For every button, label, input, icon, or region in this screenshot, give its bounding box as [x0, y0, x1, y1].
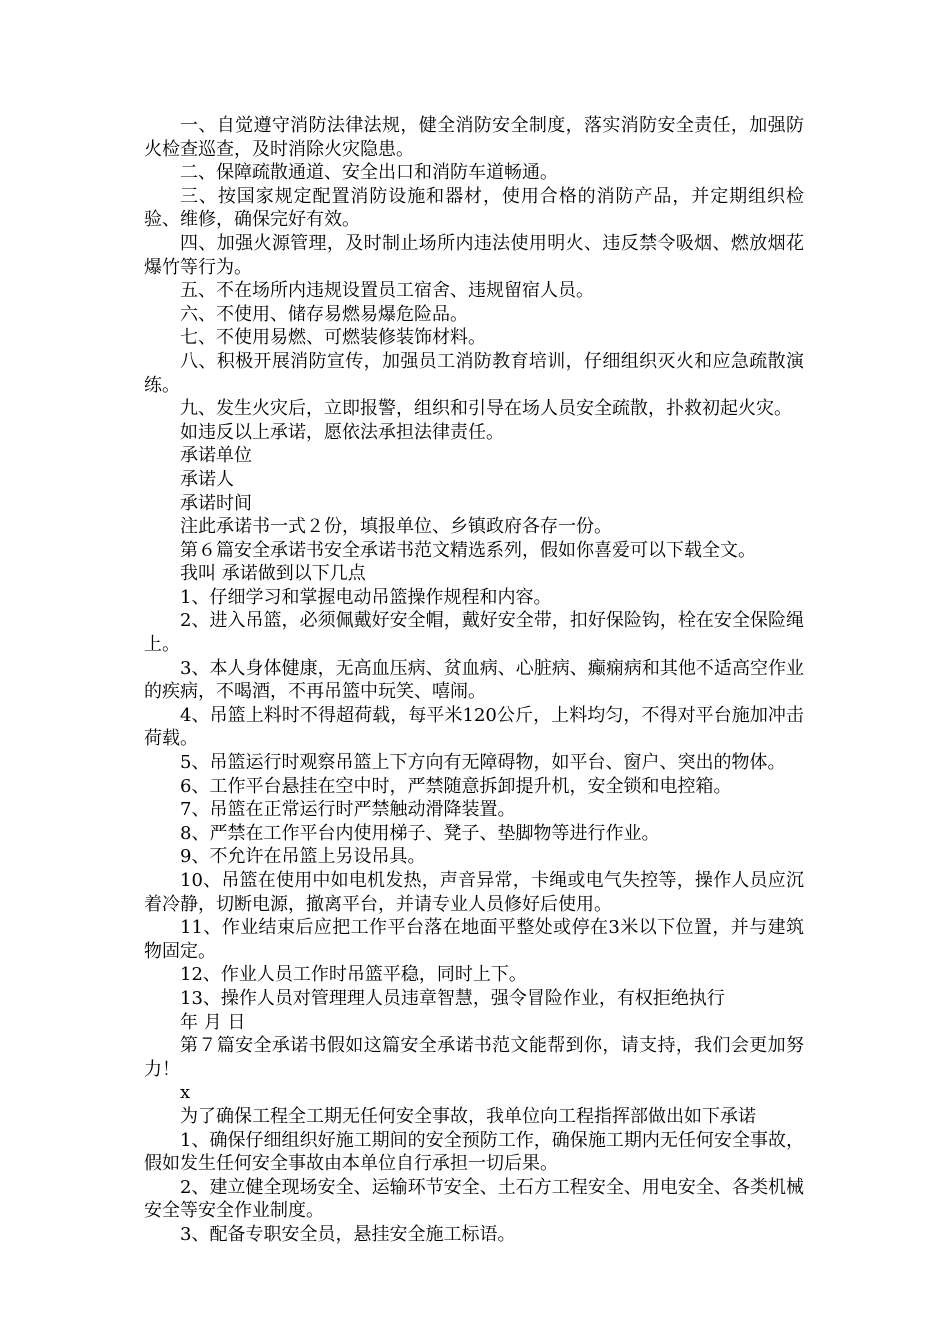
- section-heading: 第７篇安全承诺书假如这篇安全承诺书范文能帮到你，请支持，我们会更加努力！: [144, 1035, 804, 1080]
- paragraph: 8、严禁在工作平台内使用梯子、凳子、垫脚物等进行作业。: [180, 822, 660, 844]
- paragraph: 3、本人身体健康，无高血压病、贫血病、心脏病、癫痫病和其他不适高空作业的疾病，不喝酒，不再吊篮中玩笑、嘻闹。: [144, 657, 804, 703]
- paragraph: 二、保障疏散通道、安全出口和消防车道畅通。: [180, 162, 558, 184]
- paragraph: 注此承诺书一式２份，填报单位、乡镇政府各存一份。: [180, 516, 612, 538]
- paragraph: 2、建立健全现场安全、运输环节安全、土石方工程安全、用电安全、各类机械安全等安全作业制度。: [144, 1176, 804, 1222]
- paragraph: 4、吊篮上料时不得超荷载，每平米120公斤，上料均匀，不得对平台施加冲击荷载。: [144, 704, 804, 750]
- paragraph: 四、加强火源管理，及时制止场所内违法使用明火、违反禁令吸烟、燃放烟花爆竹等行为。: [144, 232, 804, 278]
- document-body: [144, 114, 804, 1247]
- signature-label-person: 承诺人: [180, 468, 234, 490]
- paragraph: 6、工作平台悬挂在空中时，严禁随意拆卸提升机，安全锁和电控箱。: [180, 775, 732, 797]
- paragraph: 八、积极开展消防宣传，加强员工消防教育培训，仔细组织灭火和应急疏散演练。: [144, 350, 804, 396]
- paragraph: 九、发生火灾后，立即报警，组织和引导在场人员安全疏散，扑救初起火灾。: [180, 398, 792, 420]
- paragraph: 三、按国家规定配置消防设施和器材，使用合格的消防产品，并定期组织检验、维修，确保完好有效。: [144, 185, 804, 231]
- signature-label-unit: 承诺单位: [180, 445, 252, 467]
- date-line: 年 月 日: [180, 1011, 246, 1033]
- paragraph: 2、进入吊篮，必须佩戴好安全帽，戴好安全带，扣好保险钩，栓在安全保险绳上。: [144, 610, 804, 656]
- paragraph: 我叫 承诺做到以下几点: [180, 563, 366, 585]
- paragraph: 5、吊篮运行时观察吊篮上下方向有无障碍物，如平台、窗户、突出的物体。: [180, 752, 786, 774]
- signature-label-time: 承诺时间: [180, 492, 252, 514]
- paragraph: 3、配备专职安全员，悬挂安全施工标语。: [180, 1223, 516, 1245]
- paragraph: 五、不在场所内违规设置员工宿舍、违规留宿人员。: [180, 280, 594, 302]
- paragraph: 7、吊篮在正常运行时严禁触动滑降装置。: [180, 799, 516, 821]
- paragraph: 六、不使用、储存易燃易爆危险品。: [180, 303, 468, 325]
- paragraph: 11、作业结束后应把工作平台落在地面平整处或停在3米以下位置，并与建筑物固定。: [144, 917, 804, 962]
- paragraph: 1、仔细学习和掌握电动吊篮操作规程和内容。: [180, 586, 552, 608]
- paragraph: 13、操作人员对管理理人员违章智慧，强令冒险作业，有权拒绝执行: [180, 987, 725, 1009]
- paragraph: 为了确保工程全工期无任何安全事故，我单位向工程指挥部做出如下承诺: [180, 1105, 756, 1127]
- paragraph: 12、作业人员工作时吊篮平稳，同时上下。: [180, 964, 527, 986]
- paragraph: 1、确保仔细组织好施工期间的安全预防工作，确保施工期内无任何安全事故，假如发生任何安全事故由本单位自行承担一切后果。: [144, 1129, 804, 1175]
- paragraph: 如违反以上承诺，愿依法承担法律责任。: [180, 421, 504, 443]
- section-heading: 第６篇安全承诺书安全承诺书范文精选系列，假如你喜爱可以下载全文。: [180, 539, 756, 561]
- paragraph: 一、自觉遵守消防法律法规，健全消防安全制度，落实消防安全责任，加强防火检查巡查，及时消除火灾隐患。: [144, 115, 804, 160]
- paragraph: 9、不允许在吊篮上另设吊具。: [180, 846, 426, 868]
- paragraph: 七、不使用易燃、可燃装修装饰材料。: [180, 327, 486, 349]
- paragraph: x: [180, 1082, 191, 1104]
- paragraph: 10、吊篮在使用中如电机发热，声音异常，卡绳或电气失控等，操作人员应沉着冷静，切断电源，撤离平台，并请专业人员修好后使用。: [144, 870, 804, 915]
